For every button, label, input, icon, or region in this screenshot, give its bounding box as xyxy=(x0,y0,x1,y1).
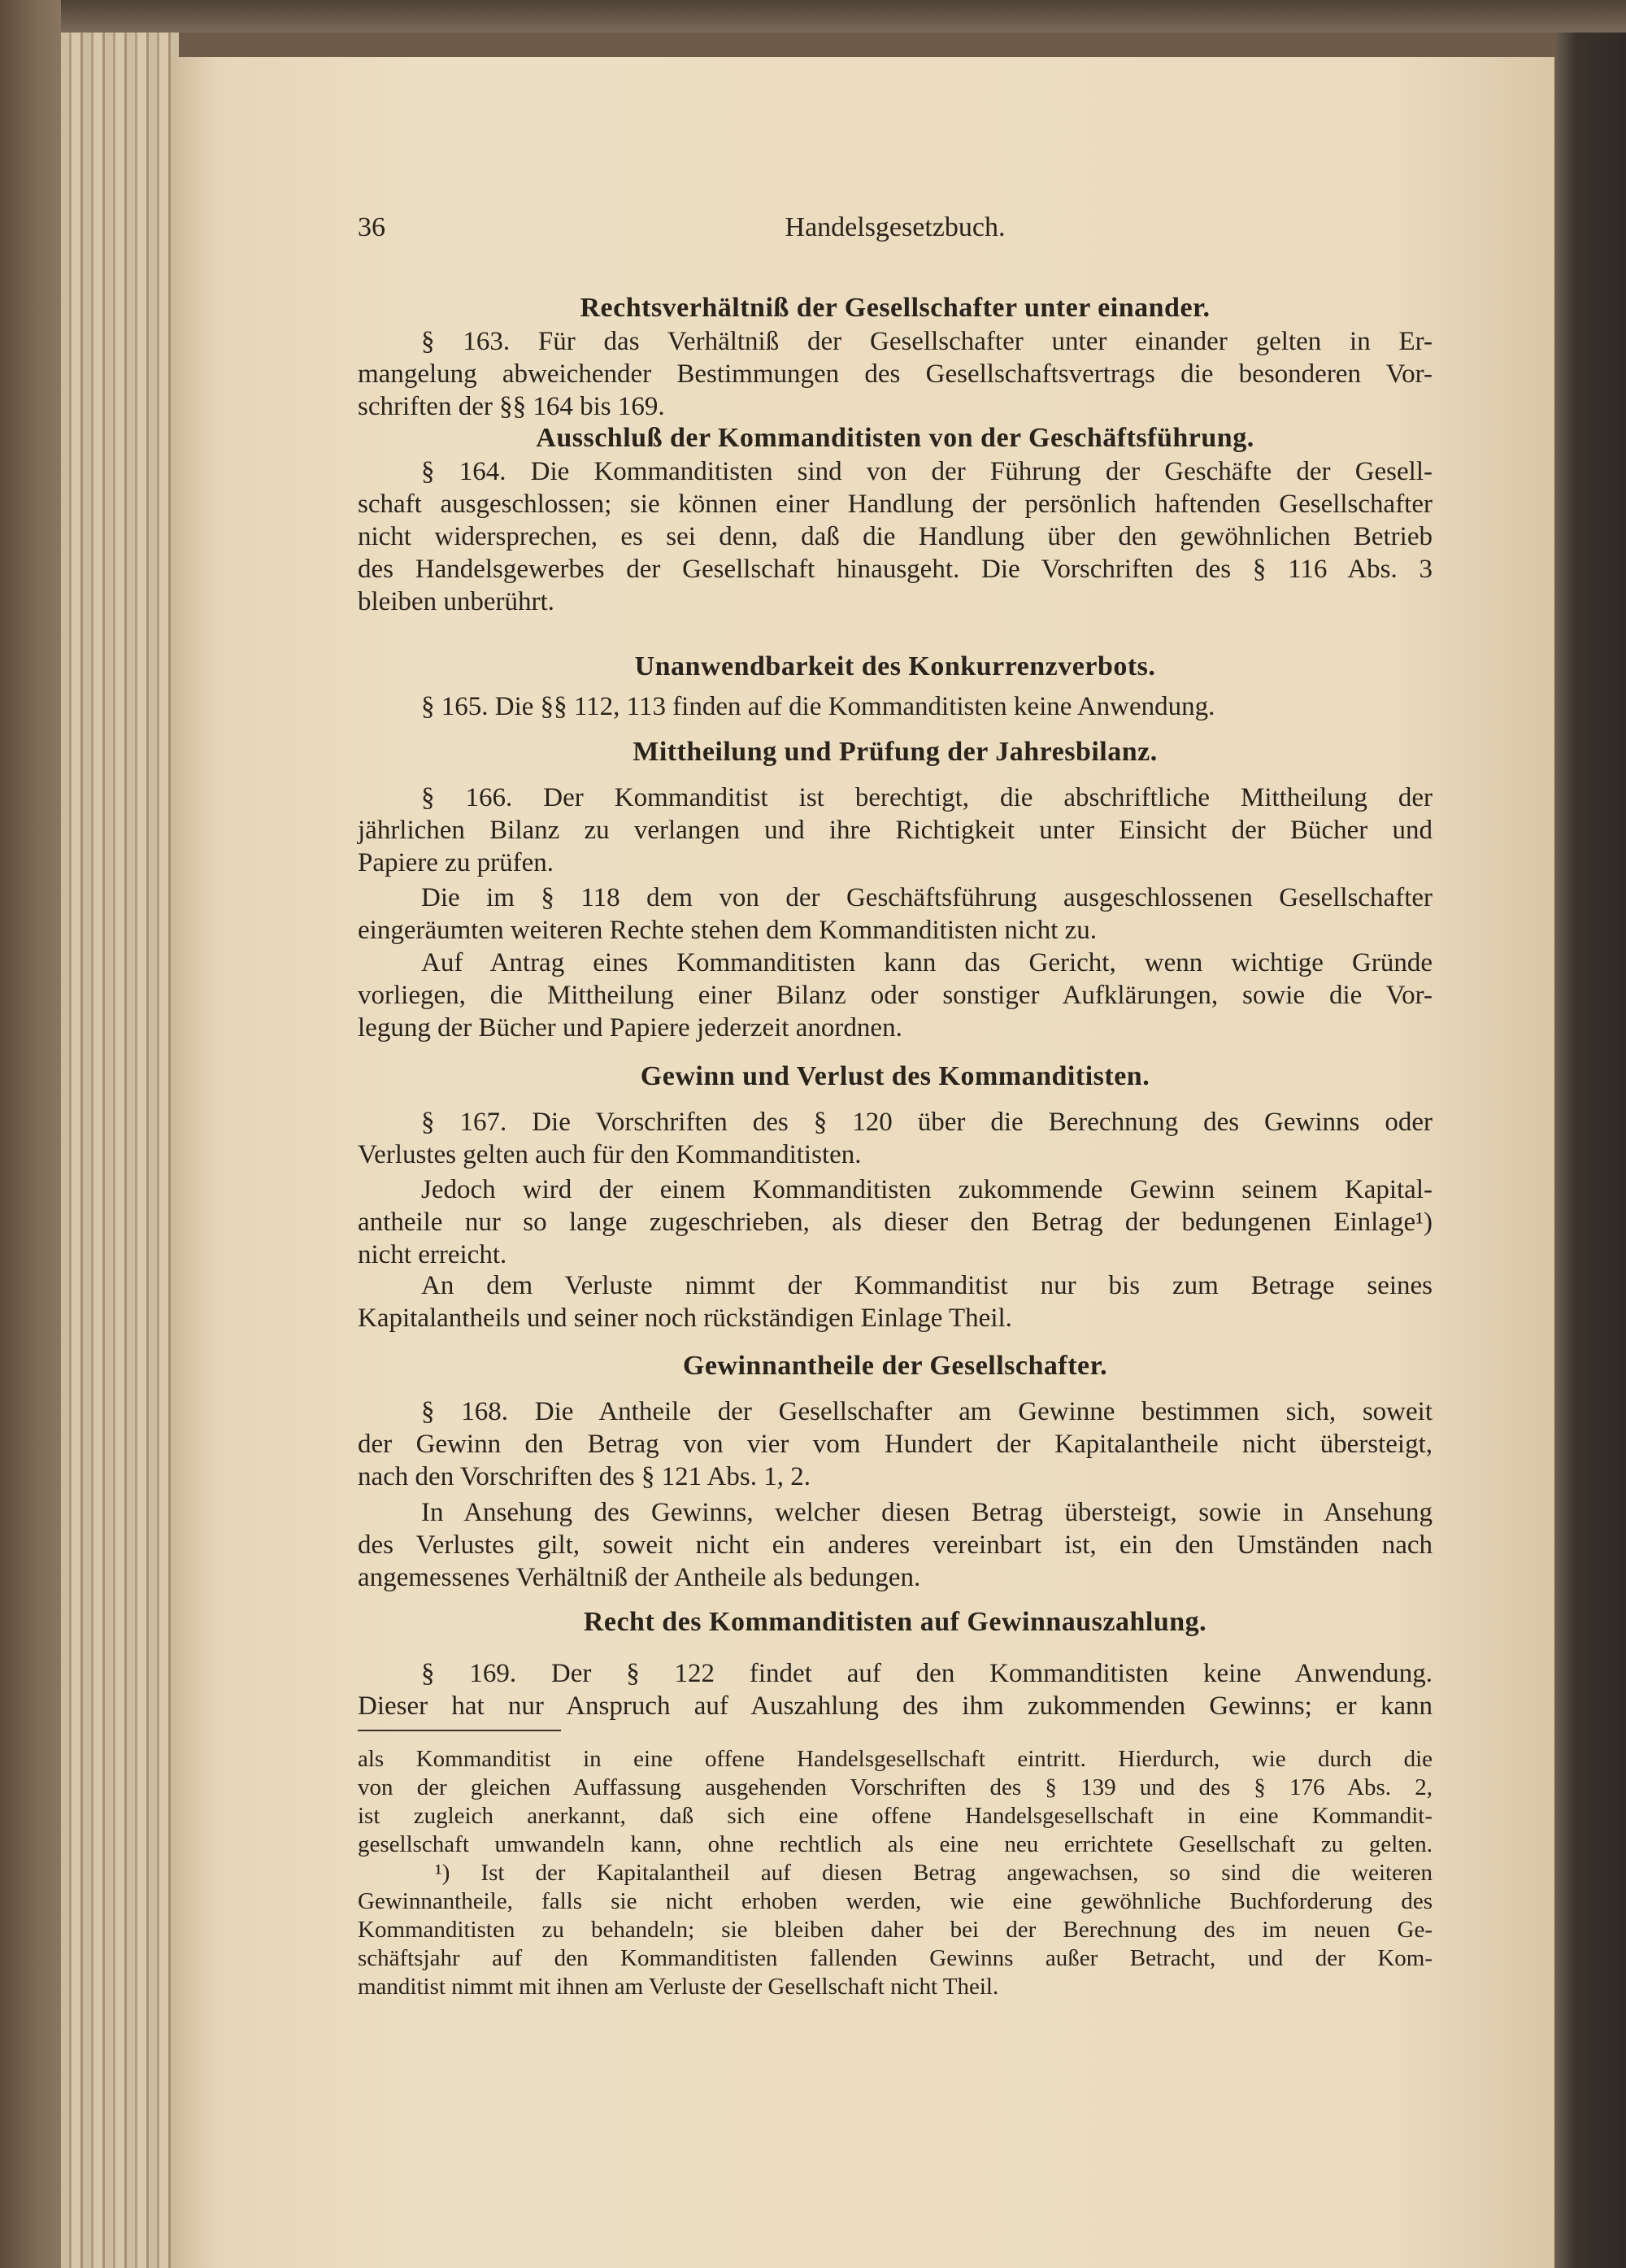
footnote-line: manditist nimmt mit ihnen am Verluste der Gesellschaft nicht Theil. xyxy=(358,1974,999,2000)
text-line: antheile nur so lange zugeschrieben, als dieser den Betrag der bedungenen Einlage¹) xyxy=(358,1208,1433,1237)
section-heading xyxy=(358,651,1433,683)
text-line: mangelung abweichender Bestimmungen des Gesellschaftsvertrags die besonderen Vor- xyxy=(358,359,1433,389)
section-heading-text: Mittheilung und Prüfung der Jahresbilanz. xyxy=(633,737,1158,767)
text-line: eingeräumten weiteren Rechte stehen dem Kommanditisten nicht zu. xyxy=(358,916,1098,945)
footnote-line: als Kommanditist in eine offene Handelsgesellschaft eintritt. Hierdurch, wie durch die xyxy=(358,1746,1433,1772)
section-heading xyxy=(358,1060,1433,1093)
text-line: vorliegen, die Mittheilung einer Bilanz oder sonstiger Aufklärungen, sowie die Vor- xyxy=(358,981,1433,1010)
section-heading-text: Unanwendbarkeit des Konkurrenzverbots. xyxy=(634,651,1156,681)
text-line: schaft ausgeschlossen; sie können einer Handlung der persönlich haftenden Gesellschafter xyxy=(358,490,1433,519)
section-heading-text: Recht des Kommanditisten auf Gewinnauszahlung. xyxy=(583,1607,1207,1637)
paragraph xyxy=(358,455,1433,618)
footnote-line: gesellschaft umwandeln kann, ohne rechtlich als eine neu errichtete Gesellschaft zu gelten. xyxy=(358,1831,1433,1857)
page-number: 36 xyxy=(358,212,385,242)
footnote-line: von der gleichen Auffassung ausgehenden Vorschriften des § 139 und des § 176 Abs. 2, xyxy=(358,1774,1433,1800)
running-title: Handelsgesetzbuch. xyxy=(785,212,1006,242)
section-heading-text: Ausschluß der Kommanditisten von der Geschäftsführung. xyxy=(536,423,1254,453)
text-line: nicht erreicht. xyxy=(358,1240,507,1269)
section-heading xyxy=(358,1606,1433,1639)
paragraph xyxy=(358,690,1433,723)
section-heading xyxy=(358,422,1433,455)
text-line: In Ansehung des Gewinns, welcher diesen Betrag übersteigt, sowie in Ansehung xyxy=(421,1498,1433,1527)
text-line: legung der Bücher und Papiere jederzeit anordnen. xyxy=(358,1013,902,1043)
footnote-line: ¹) Ist der Kapitalantheil auf diesen Betrag angewachsen, so sind die weiteren xyxy=(435,1860,1433,1886)
footnote-line: Gewinnantheile, falls sie nicht erhoben werden, wie eine gewöhnliche Buchforderung des xyxy=(358,1888,1433,1914)
text-line: schriften der §§ 164 bis 169. xyxy=(358,392,665,421)
section-heading-text: Gewinn und Verlust des Kommanditisten. xyxy=(640,1061,1150,1091)
text-line: Kapitalantheils und seiner noch rückständigen Einlage Theil. xyxy=(358,1304,1012,1333)
footnote-line: schäftsjahr auf den Kommanditisten fallenden Gewinns außer Betracht, und der Kom- xyxy=(358,1945,1433,1971)
text-line: des Verlustes gilt, soweit nicht ein anderes vereinbart ist, ein den Umständen nach xyxy=(358,1530,1433,1560)
text-line: Papiere zu prüfen. xyxy=(358,848,554,877)
paragraph xyxy=(358,1269,1433,1334)
book-gutter xyxy=(1554,33,1626,2268)
section-heading-text: Rechtsverhältniß der Gesellschafter unter einander. xyxy=(580,293,1211,323)
paragraph xyxy=(358,947,1433,1044)
text-line: Verlustes gelten auch für den Kommanditisten. xyxy=(358,1140,862,1169)
text-line: jährlichen Bilanz zu verlangen und ihre Richtigkeit unter Einsicht der Bücher und xyxy=(358,816,1433,845)
text-line: des Handelsgewerbes der Gesellschaft hinausgeht. Die Vorschriften des § 116 Abs. 3 xyxy=(358,555,1433,584)
section-heading xyxy=(358,292,1433,324)
text-line: § 169. Der § 122 findet auf den Kommanditisten keine Anwendung. xyxy=(421,1659,1433,1688)
footnote xyxy=(358,1745,1433,1859)
text-line: Dieser hat nur Anspruch auf Auszahlung des ihm zukommenden Gewinns; er kann xyxy=(358,1691,1433,1721)
text-line: nicht widersprechen, es sei denn, daß die Handlung über den gewöhnlichen Betrieb xyxy=(358,522,1433,551)
text-line: An dem Verluste nimmt der Kommanditist nur bis zum Betrage seines xyxy=(421,1271,1433,1300)
section-heading xyxy=(358,1350,1433,1382)
paragraph xyxy=(358,1173,1433,1271)
paragraph xyxy=(358,1657,1433,1722)
text-line: § 164. Die Kommanditisten sind von der Führung der Geschäfte der Gesell- xyxy=(421,457,1433,486)
paragraph xyxy=(358,1395,1433,1493)
section-heading-text: Gewinnantheile der Gesellschafter. xyxy=(682,1351,1108,1381)
text-line: Auf Antrag eines Kommanditisten kann das Gericht, wenn wichtige Gründe xyxy=(421,948,1433,977)
text-line: § 168. Die Antheile der Gesellschafter am Gewinne bestimmen sich, soweit xyxy=(421,1397,1433,1426)
footnote-rule xyxy=(358,1730,561,1731)
text-line: Jedoch wird der einem Kommanditisten zukommende Gewinn seinem Kapital- xyxy=(421,1175,1433,1204)
paragraph xyxy=(358,1496,1433,1594)
text-line: § 163. Für das Verhältniß der Gesellschafter unter einander gelten in Er- xyxy=(421,327,1433,356)
footnotes xyxy=(358,1745,1433,2001)
book-cover xyxy=(0,0,61,2268)
section-heading xyxy=(358,736,1433,768)
footnote xyxy=(358,1859,1433,2001)
text-line: bleiben unberührt. xyxy=(358,587,554,616)
text-line: angemessenes Verhältniß der Antheile als bedungen. xyxy=(358,1563,921,1592)
paragraph xyxy=(358,781,1433,879)
paragraph xyxy=(358,882,1433,947)
footnote-line: ist zugleich anerkannt, daß sich eine offene Handelsgesellschaft in eine Kommandit- xyxy=(358,1803,1433,1829)
book-cover-top xyxy=(0,0,1626,33)
paragraph xyxy=(358,1106,1433,1171)
text-line: § 166. Der Kommanditist ist berechtigt, die abschriftliche Mittheilung der xyxy=(421,783,1433,812)
footnote-line: Kommanditisten zu behandeln; sie bleiben daher bei der Berechnung des im neuen Ge- xyxy=(358,1917,1433,1943)
paragraph xyxy=(358,325,1433,423)
text-line: § 167. Die Vorschriften des § 120 über die Berechnung des Gewinns oder xyxy=(421,1108,1433,1137)
text-line: Die im § 118 dem von der Geschäftsführung ausgeschlossenen Gesellschafter xyxy=(421,883,1433,912)
text-line: der Gewinn den Betrag von vier vom Hundert der Kapitalantheile nicht übersteigt, xyxy=(358,1430,1433,1459)
text-line: nach den Vorschriften des § 121 Abs. 1, 2. xyxy=(358,1462,811,1491)
page-header xyxy=(358,212,1433,245)
page-edges xyxy=(61,33,179,2268)
text-line: § 165. Die §§ 112, 113 finden auf die Kommanditisten keine Anwendung. xyxy=(421,692,1215,721)
